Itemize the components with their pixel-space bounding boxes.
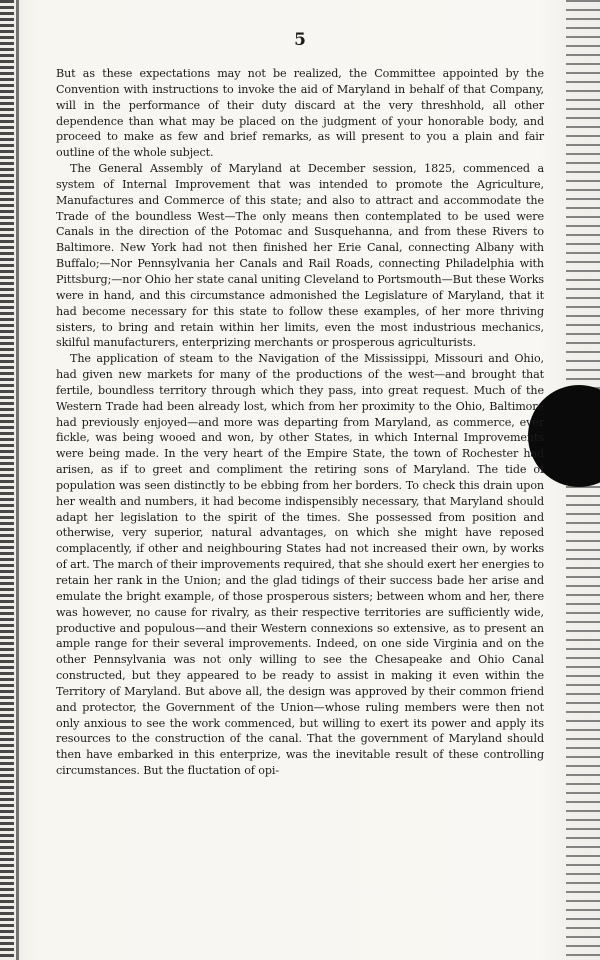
paragraph: The application of steam to the Navigation of the Mississippi, Missouri and Ohio, had given new markets for many of the productions of the west—and brought that fertile, boundless territory through which they pass, into great request. Much of the Western Trade had been already lost, which from her proximity to the Ohio, Baltimore had previously enjoyed—and more was departing from Maryland, as commerce, ever fickle, was being wooed and won, by other States, in which Internal Improvements were being made. In the very heart of the Empire State, the town of Rochester had arisen, as if to greet and compliment the retiring sons of Maryland. The tide of population was seen distinctly to be ebbing from her borders. To check this drain upon her wealth and numbers, it had become indispensibly necessary, that Maryland should adapt her legislation to the spirit of the times. She possessed from position and otherwise, very superior, natural advantages, on which she might have reposed complacently, if other and neighbouring States had not increased their own, by works of art. The march of their improvements required, that she should exert her energies to retain her rank in the Union; and the glad tidings of their success bade her arise and emulate the bright example, of those prosperous sisters; between whom and her, there was however, no cause for rivalry, as their respective territories are sufficiently wide, productive and populous—and their Western connexions so extensive, as to present an ample range for their several improvements. Indeed, on one side Virginia and on the other Pennsylvania was not only willing to see the Chesapeake and Ohio Canal constructed, but they appeared to be ready to assist in making it even within the Territory of Maryland. But above all, the design was approved by their common friend and protector, the Government of the Union—whose ruling members were then not only anxious to see the work commenced, but willing to exert its power and apply its resources to the construction of the canal. That the government of Maryland should then have embarked in this enterprize, was the inevitable result of these controlling circumstances. But the fluctation of opi- <box>56 352 544 778</box>
binding-edge-line <box>16 0 19 960</box>
body-text <box>56 66 544 779</box>
paragraph: The General Assembly of Maryland at December session, 1825, commenced a system of Internal Improvement that was intended to promote the Agriculture, Manufactures and Commerce of this state; and also to attract and accommodate the Trade of the boundless West—The only means then contemplated to be used were Canals in the direction of the Potomac and Susquehanna, and from these Rivers to Baltimore. New York had not then finished her Erie Canal, connecting Albany with Buffalo;—Nor Pennsylvania her Canals and Rail Roads, connecting Philadelphia with Pittsburg;—nor Ohio her state canal uniting Cleveland to Portsmouth—But these Works were in hand, and this circumstance admonished the Legislature of Maryland, that it had become necessary for this state to follow these examples, of her more thriving sisters, to bring and retain within her limits, even the most industrious mechanics, skilful manufacturers, enterprizing merchants or prosperous agriculturists. <box>56 162 544 350</box>
paragraph: But as these expectations may not be realized, the Committee appointed by the Convention with instructions to invoke the aid of Maryland in behalf of that Company, will in the performance of their duty discard at the very threshhold, all other dependence than what may be placed on the judgment of your honorable body, and proceed to make as few and brief remarks, as will present to you a plain and fair outline of the whole subject. <box>56 67 544 160</box>
page-number: 5 <box>294 30 306 50</box>
binding-edge-marks <box>0 0 14 960</box>
